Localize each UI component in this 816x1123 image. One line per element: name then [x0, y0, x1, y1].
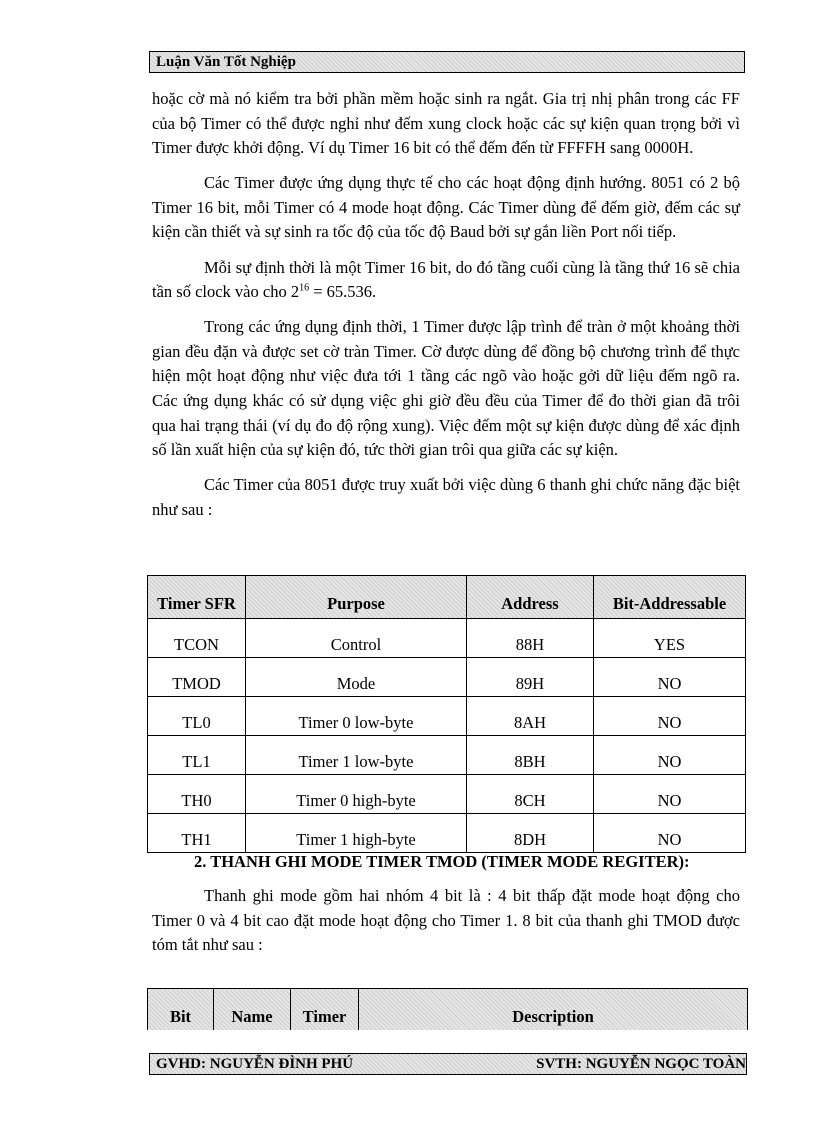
- cell-bit-addressable: NO: [594, 736, 746, 775]
- cell-purpose: Timer 0 low-byte: [246, 697, 467, 736]
- paragraph-2: Các Timer được ứng dụng thực tế cho các hoạt động định hướng. 8051 có 2 bộ Timer 16 bit, mỗi Timer có 4 mode hoạt động. Các Timer dùng để đếm giờ, đếm các sự kiện cần thiết và sự sinh ra tốc độ của tốc độ Baud bởi sự gắn liền Port nối tiếp.: [152, 173, 740, 242]
- header-name: Name: [214, 989, 291, 1031]
- cell-address: 89H: [467, 658, 594, 697]
- cell-bit-addressable: NO: [594, 658, 746, 697]
- cell-sfr: TCON: [148, 619, 246, 658]
- header-address: Address: [467, 576, 594, 619]
- table-header-row: [148, 576, 746, 619]
- cell-address: 8CH: [467, 775, 594, 814]
- header-title: Luận Văn Tốt Nghiệp: [156, 54, 296, 70]
- header-purpose: Purpose: [246, 576, 467, 619]
- section-heading: 2. THANH GHI MODE TIMER TMOD (TIMER MODE REGITER):: [194, 852, 690, 871]
- cell-purpose: Control: [246, 619, 467, 658]
- cell-bit-addressable: NO: [594, 814, 746, 853]
- section-body: [152, 884, 740, 958]
- header-timer: Timer: [291, 989, 359, 1031]
- paragraph-3-tail: = 65.536.: [309, 282, 377, 302]
- paragraph-1: hoặc cờ mà nó kiểm tra bởi phần mềm hoặc sinh ra ngắt. Gia trị nhị phân trong các FF của bộ Timer có thể được nghỉ như đếm xung clock hoặc các sự kiện quan trọng bởi vì Timer được khởi động. Ví dụ Timer 16 bit có thể đếm đến từ FFFFH sang 0000H.: [152, 89, 740, 158]
- body-text: [152, 87, 740, 533]
- table-header-row: [148, 989, 748, 1031]
- cell-purpose: Timer 1 low-byte: [246, 736, 467, 775]
- page-footer: [149, 1053, 747, 1075]
- cell-purpose: Timer 1 high-byte: [246, 814, 467, 853]
- table-row: [148, 658, 746, 697]
- cell-address: 8AH: [467, 697, 594, 736]
- cell-purpose: Timer 0 high-byte: [246, 775, 467, 814]
- cell-purpose: Mode: [246, 658, 467, 697]
- table-row: [148, 697, 746, 736]
- cell-sfr: TH1: [148, 814, 246, 853]
- table-row: [148, 814, 746, 853]
- cell-sfr: TMOD: [148, 658, 246, 697]
- cell-sfr: TH0: [148, 775, 246, 814]
- timer-sfr-table: [147, 575, 746, 853]
- paragraph-3: [152, 256, 740, 305]
- paragraph-5: Các Timer của 8051 được truy xuất bởi việc dùng 6 thanh ghi chức năng đặc biệt như sau :: [152, 475, 740, 519]
- header-bit-addressable: Bit-Addressable: [594, 576, 746, 619]
- cell-bit-addressable: NO: [594, 775, 746, 814]
- table-row: [148, 619, 746, 658]
- footer-student: SVTH: NGUYỄN NGỌC TOÀN: [536, 1056, 746, 1072]
- header-description: Description: [359, 989, 748, 1031]
- paragraph-4: Trong các ứng dụng định thời, 1 Timer được lập trình để tràn ở một khoảng thời gian đều đặn và được set cờ tràn Timer. Cờ được dùng để đồng bộ chương trình để thực hiện một hoạt động như việc đưa tới 1 tầng các ngõ vào hoặc gởi dữ liệu đếm ngõ ra. Các ứng dụng khác có sử dụng việc ghi giờ đều đều của Timer để đo thời gian đã trôi qua hai trạng thái (ví dụ đo độ rộng xung). Việc đếm một sự kiện được dùng để xác định số lần xuất hiện của sự kiện đó, tức thời gian trôi qua giữa các sự kiện.: [152, 317, 740, 460]
- header-timer-sfr: Timer SFR: [148, 576, 246, 619]
- page-header: [149, 51, 745, 73]
- footer-supervisor: GVHD: NGUYỄN ĐÌNH PHÚ: [156, 1056, 354, 1072]
- exponent: 16: [299, 282, 310, 294]
- cell-bit-addressable: NO: [594, 697, 746, 736]
- cell-sfr: TL0: [148, 697, 246, 736]
- table-row: [148, 775, 746, 814]
- cell-address: 88H: [467, 619, 594, 658]
- table-row: [148, 736, 746, 775]
- cell-bit-addressable: YES: [594, 619, 746, 658]
- section-paragraph: Thanh ghi mode gồm hai nhóm 4 bit là : 4 bit thấp đặt mode hoạt động cho Timer 0 và 4 bit cao đặt mode hoạt động cho Timer 1. 8 bit của thanh ghi TMOD được tóm tắt như sau :: [152, 886, 740, 955]
- tmod-table: [147, 988, 748, 1030]
- header-bit: Bit: [148, 989, 214, 1031]
- paragraph-3-text: Mỗi sự định thời là một Timer 16 bit, do đó tầng cuối cùng là tầng thứ 16 sẽ chia tần số clock vào cho 2: [152, 257, 740, 302]
- cell-address: 8DH: [467, 814, 594, 853]
- cell-address: 8BH: [467, 736, 594, 775]
- cell-sfr: TL1: [148, 736, 246, 775]
